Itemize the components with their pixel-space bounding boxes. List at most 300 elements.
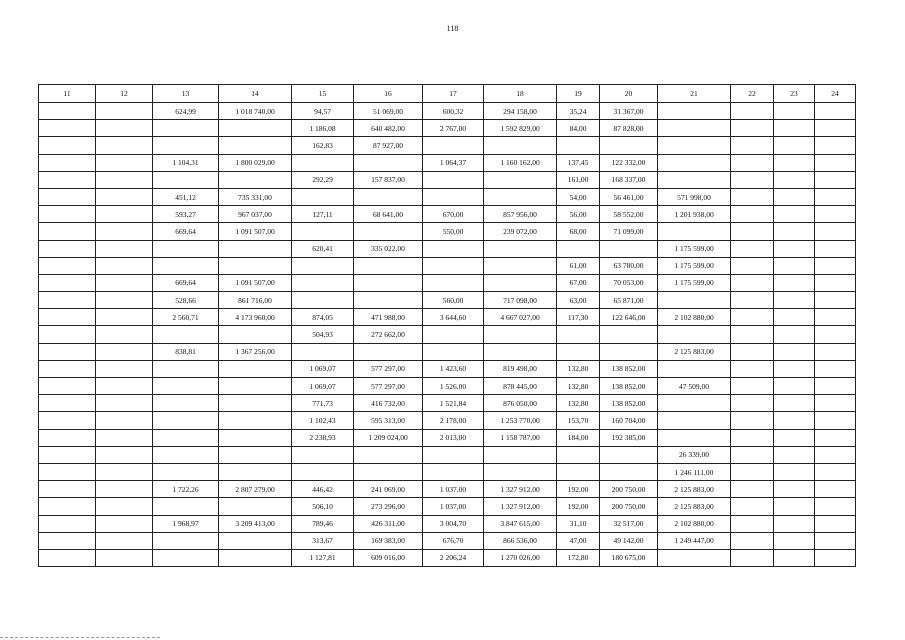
table-cell: [658, 103, 731, 120]
table-cell: [39, 549, 96, 566]
table-cell: [774, 463, 815, 480]
table-cell: 1 968,97: [153, 515, 219, 532]
table-cell: 595 313,00: [354, 412, 423, 429]
table-cell: [731, 446, 774, 463]
table-cell: [39, 446, 96, 463]
table-cell: 117,30: [557, 309, 600, 326]
table-cell: [815, 309, 856, 326]
table-cell: 528,66: [153, 292, 219, 309]
table-cell: [153, 429, 219, 446]
table-cell: 866 536,00: [484, 532, 557, 549]
table-cell: [219, 378, 292, 395]
table-cell: 32 517,00: [600, 515, 658, 532]
table-cell: [731, 171, 774, 188]
table-row: [39, 515, 856, 532]
table-cell: [557, 137, 600, 154]
column-header-15: 15: [292, 85, 354, 103]
table-cell: [774, 549, 815, 566]
header-row: [39, 85, 856, 103]
table-cell: [153, 549, 219, 566]
table-cell: [815, 274, 856, 291]
table-cell: [731, 120, 774, 137]
table-row: [39, 429, 856, 446]
table-cell: [731, 274, 774, 291]
table-cell: [39, 412, 96, 429]
table-cell: [731, 257, 774, 274]
table-cell: [815, 188, 856, 205]
table-cell: 313,67: [292, 532, 354, 549]
table-cell: [815, 378, 856, 395]
table-cell: 1 367 256,00: [219, 343, 292, 360]
table-cell: [658, 292, 731, 309]
table-cell: [731, 532, 774, 549]
table-cell: [219, 171, 292, 188]
table-cell: [815, 549, 856, 566]
table-cell: [39, 188, 96, 205]
table-cell: 1 526,00: [423, 378, 484, 395]
table-cell: 4 173 960,00: [219, 309, 292, 326]
table-cell: [815, 292, 856, 309]
table-cell: [96, 378, 153, 395]
table-cell: [219, 446, 292, 463]
table-cell: [731, 292, 774, 309]
table-cell: [39, 257, 96, 274]
table-cell: 2 767,00: [423, 120, 484, 137]
table-cell: 620,41: [292, 240, 354, 257]
table-cell: 294 158,00: [484, 103, 557, 120]
table-cell: [39, 498, 96, 515]
table-cell: [658, 223, 731, 240]
table-cell: [39, 206, 96, 223]
table-cell: 138 852,00: [600, 378, 658, 395]
column-header-14: 14: [219, 85, 292, 103]
table-cell: [774, 343, 815, 360]
table-cell: [484, 274, 557, 291]
table-cell: [815, 481, 856, 498]
table-cell: [153, 120, 219, 137]
table-cell: [39, 532, 96, 549]
table-cell: [815, 532, 856, 549]
table-cell: 132,80: [557, 378, 600, 395]
table-cell: 1 102,43: [292, 412, 354, 429]
table-cell: 1 175 599,00: [658, 274, 731, 291]
table-cell: 1 327 912,00: [484, 498, 557, 515]
table-cell: [731, 498, 774, 515]
table-cell: [815, 446, 856, 463]
table-cell: 67,00: [557, 274, 600, 291]
table-cell: [39, 326, 96, 343]
table-cell: [219, 326, 292, 343]
table-cell: [96, 206, 153, 223]
column-header-23: 23: [774, 85, 815, 103]
table-cell: [815, 515, 856, 532]
table-cell: [292, 292, 354, 309]
table-cell: 68,00: [557, 223, 600, 240]
table-cell: [484, 188, 557, 205]
table-cell: 2 125 883,00: [658, 498, 731, 515]
table-cell: [96, 532, 153, 549]
table-cell: [354, 463, 423, 480]
table-cell: [96, 429, 153, 446]
table-cell: [774, 188, 815, 205]
table-cell: 200 750,00: [600, 498, 658, 515]
table-cell: [354, 274, 423, 291]
table-cell: 504,93: [292, 326, 354, 343]
table-cell: [774, 309, 815, 326]
table-cell: [557, 343, 600, 360]
table-cell: 61,00: [557, 257, 600, 274]
table-cell: [354, 257, 423, 274]
table-cell: 49 142,00: [600, 532, 658, 549]
table-cell: 857 956,00: [484, 206, 557, 223]
table-cell: 789,46: [292, 515, 354, 532]
table-cell: 471 988,00: [354, 309, 423, 326]
table-cell: 878 445,00: [484, 378, 557, 395]
table-cell: 2 125 883,00: [658, 481, 731, 498]
table-cell: [774, 429, 815, 446]
table-cell: [96, 274, 153, 291]
table-cell: 2 807 279,00: [219, 481, 292, 498]
table-cell: 1 069,07: [292, 378, 354, 395]
table-cell: 506,10: [292, 498, 354, 515]
column-header-11: 11: [39, 85, 96, 103]
table-cell: 63,00: [557, 292, 600, 309]
table-cell: [39, 463, 96, 480]
table-cell: 31 367,00: [600, 103, 658, 120]
table-cell: [774, 154, 815, 171]
table-cell: [658, 154, 731, 171]
table-cell: [774, 360, 815, 377]
table-cell: 676,70: [423, 532, 484, 549]
table-cell: [153, 326, 219, 343]
table-cell: 446,42: [292, 481, 354, 498]
table-cell: [153, 171, 219, 188]
table-row: [39, 498, 856, 515]
table-cell: [484, 257, 557, 274]
table-cell: [39, 309, 96, 326]
table-cell: [39, 343, 96, 360]
page-number: 118: [446, 24, 459, 33]
table-cell: 2 238,93: [292, 429, 354, 446]
table-cell: [557, 463, 600, 480]
table-cell: [731, 240, 774, 257]
table-cell: [153, 498, 219, 515]
table-cell: 717 098,00: [484, 292, 557, 309]
table-cell: [815, 154, 856, 171]
table-cell: 571 998,00: [658, 188, 731, 205]
table-cell: [815, 257, 856, 274]
table-cell: [774, 378, 815, 395]
table-row: [39, 343, 856, 360]
table-cell: [39, 154, 96, 171]
table-cell: [600, 343, 658, 360]
table-cell: [815, 463, 856, 480]
table-cell: 1 091 507,00: [219, 274, 292, 291]
table-cell: [39, 292, 96, 309]
table-cell: [96, 412, 153, 429]
table-cell: 609 016,00: [354, 549, 423, 566]
table-row: [39, 223, 856, 240]
table-cell: 1 246 111,00: [658, 463, 731, 480]
table-cell: [774, 326, 815, 343]
table-cell: 1 064,37: [423, 154, 484, 171]
table-cell: 153,70: [557, 412, 600, 429]
table-cell: 426 311,00: [354, 515, 423, 532]
table-cell: 87 828,00: [600, 120, 658, 137]
table-cell: 31,10: [557, 515, 600, 532]
table-cell: 168 337,00: [600, 171, 658, 188]
table-cell: 967 037,00: [219, 206, 292, 223]
table-cell: [219, 463, 292, 480]
table-cell: [39, 395, 96, 412]
table-cell: 292,29: [292, 171, 354, 188]
table-cell: 71 099,00: [600, 223, 658, 240]
table-cell: [731, 549, 774, 566]
table-cell: [96, 103, 153, 120]
table-cell: 2 125 883,00: [658, 343, 731, 360]
table-cell: 669,64: [153, 223, 219, 240]
table-cell: [96, 326, 153, 343]
table-row: [39, 412, 856, 429]
table-cell: [354, 292, 423, 309]
table-cell: [423, 274, 484, 291]
table-cell: [39, 223, 96, 240]
table-cell: [731, 188, 774, 205]
table-cell: [731, 309, 774, 326]
table-cell: 180 675,00: [600, 549, 658, 566]
table-cell: 838,81: [153, 343, 219, 360]
table-cell: [292, 446, 354, 463]
table-cell: [153, 395, 219, 412]
table-cell: [815, 103, 856, 120]
table-cell: [39, 171, 96, 188]
table-row: [39, 274, 856, 291]
table-row: [39, 240, 856, 257]
table-cell: [774, 171, 815, 188]
table-row: [39, 463, 856, 480]
table-cell: 550,00: [423, 223, 484, 240]
table-cell: 56,00: [557, 206, 600, 223]
table-row: [39, 549, 856, 566]
table-cell: 157 837,00: [354, 171, 423, 188]
table-cell: [658, 360, 731, 377]
table-cell: [219, 137, 292, 154]
table-cell: [219, 532, 292, 549]
table-cell: [815, 343, 856, 360]
table-cell: [774, 395, 815, 412]
table-cell: 2 013,00: [423, 429, 484, 446]
table-cell: [96, 446, 153, 463]
table-cell: [557, 446, 600, 463]
column-header-24: 24: [815, 85, 856, 103]
table-cell: [484, 137, 557, 154]
table-cell: [774, 274, 815, 291]
table-cell: [153, 240, 219, 257]
table-cell: 54,00: [557, 188, 600, 205]
table-cell: [731, 429, 774, 446]
table-cell: 669,64: [153, 274, 219, 291]
table-cell: 3 004,70: [423, 515, 484, 532]
table-cell: 2 102 880,00: [658, 309, 731, 326]
table-cell: [557, 240, 600, 257]
table-cell: [354, 446, 423, 463]
table-cell: [731, 481, 774, 498]
column-header-18: 18: [484, 85, 557, 103]
table-cell: 1 158 787,00: [484, 429, 557, 446]
table-row: [39, 257, 856, 274]
table-cell: [484, 343, 557, 360]
table-cell: [423, 343, 484, 360]
table-cell: 3 847 615,00: [484, 515, 557, 532]
table-cell: [354, 188, 423, 205]
table-cell: 192,00: [557, 481, 600, 498]
table-cell: [96, 515, 153, 532]
table-cell: [39, 120, 96, 137]
table-cell: [731, 360, 774, 377]
table-cell: [557, 326, 600, 343]
table-cell: 51 069,00: [354, 103, 423, 120]
table-cell: 771,73: [292, 395, 354, 412]
table-cell: [815, 137, 856, 154]
table-cell: 184,00: [557, 429, 600, 446]
table-cell: 200 750,00: [600, 481, 658, 498]
table-cell: 192,00: [557, 498, 600, 515]
table-cell: [484, 326, 557, 343]
table-cell: [96, 395, 153, 412]
table-cell: [39, 481, 96, 498]
table-cell: 670,00: [423, 206, 484, 223]
table-row: [39, 395, 856, 412]
table-cell: [484, 463, 557, 480]
table-cell: 1 175 599,00: [658, 257, 731, 274]
table-cell: [815, 171, 856, 188]
table-cell: 94,57: [292, 103, 354, 120]
table-row: [39, 326, 856, 343]
table-cell: [658, 137, 731, 154]
table-cell: 1 127,81: [292, 549, 354, 566]
table-cell: [219, 395, 292, 412]
table-row: [39, 532, 856, 549]
table-cell: 273 296,00: [354, 498, 423, 515]
table-cell: [153, 463, 219, 480]
table-cell: [658, 429, 731, 446]
table-cell: [153, 532, 219, 549]
table-cell: 172,80: [557, 549, 600, 566]
table-cell: 1 037,00: [423, 481, 484, 498]
table-cell: 138 852,00: [600, 360, 658, 377]
table-cell: [96, 292, 153, 309]
table-row: [39, 292, 856, 309]
table-cell: [658, 120, 731, 137]
table-cell: 47 509,00: [658, 378, 731, 395]
table-cell: [39, 274, 96, 291]
table-cell: [39, 103, 96, 120]
table-cell: [219, 257, 292, 274]
table-cell: [774, 515, 815, 532]
table-cell: 35,24: [557, 103, 600, 120]
table-cell: [815, 395, 856, 412]
table-cell: [815, 498, 856, 515]
table-cell: [423, 463, 484, 480]
table-cell: [774, 223, 815, 240]
table-cell: [153, 412, 219, 429]
table-cell: 2 102 880,00: [658, 515, 731, 532]
column-header-22: 22: [731, 85, 774, 103]
table-cell: [731, 412, 774, 429]
table-cell: 122 332,00: [600, 154, 658, 171]
table-cell: 272 662,00: [354, 326, 423, 343]
table-cell: [774, 257, 815, 274]
table-cell: [39, 429, 96, 446]
table-cell: [96, 498, 153, 515]
table-cell: 65 871,00: [600, 292, 658, 309]
table-cell: [96, 188, 153, 205]
column-header-19: 19: [557, 85, 600, 103]
table-cell: [219, 360, 292, 377]
table-cell: 861 716,00: [219, 292, 292, 309]
table-cell: [423, 257, 484, 274]
table-cell: [731, 463, 774, 480]
table-cell: [774, 532, 815, 549]
table-row: [39, 360, 856, 377]
table-cell: [39, 378, 96, 395]
table-cell: [600, 240, 658, 257]
table-cell: [815, 412, 856, 429]
table-cell: [658, 171, 731, 188]
table-cell: 600,32: [423, 103, 484, 120]
table-cell: [774, 446, 815, 463]
table-cell: 162,83: [292, 137, 354, 154]
table-cell: [731, 206, 774, 223]
table-cell: [600, 326, 658, 343]
table-cell: [96, 171, 153, 188]
table-cell: 1 018 740,00: [219, 103, 292, 120]
table-cell: 2 560,71: [153, 309, 219, 326]
column-header-16: 16: [354, 85, 423, 103]
table-cell: [815, 429, 856, 446]
table-cell: 1 253 770,00: [484, 412, 557, 429]
table-cell: [96, 309, 153, 326]
table-cell: [292, 154, 354, 171]
table-cell: 127,11: [292, 206, 354, 223]
table-cell: 876 050,00: [484, 395, 557, 412]
table-cell: 132,80: [557, 360, 600, 377]
table-cell: 47,00: [557, 532, 600, 549]
table-cell: 169 383,00: [354, 532, 423, 549]
table-cell: 2 206,24: [423, 549, 484, 566]
table-cell: [39, 360, 96, 377]
table-cell: [774, 292, 815, 309]
table-cell: 1 249 447,00: [658, 532, 731, 549]
table-cell: [815, 206, 856, 223]
table-row: [39, 481, 856, 498]
table-cell: [774, 481, 815, 498]
table-cell: [96, 343, 153, 360]
table-row: [39, 120, 856, 137]
table-cell: 239 072,00: [484, 223, 557, 240]
table-cell: [292, 343, 354, 360]
table-cell: [153, 378, 219, 395]
table-cell: [292, 188, 354, 205]
table-cell: [39, 240, 96, 257]
table-cell: 241 069,00: [354, 481, 423, 498]
table-cell: [96, 223, 153, 240]
table-cell: [774, 240, 815, 257]
table-cell: [731, 378, 774, 395]
table-cell: 137,45: [557, 154, 600, 171]
table-row: [39, 154, 856, 171]
table-cell: [774, 498, 815, 515]
